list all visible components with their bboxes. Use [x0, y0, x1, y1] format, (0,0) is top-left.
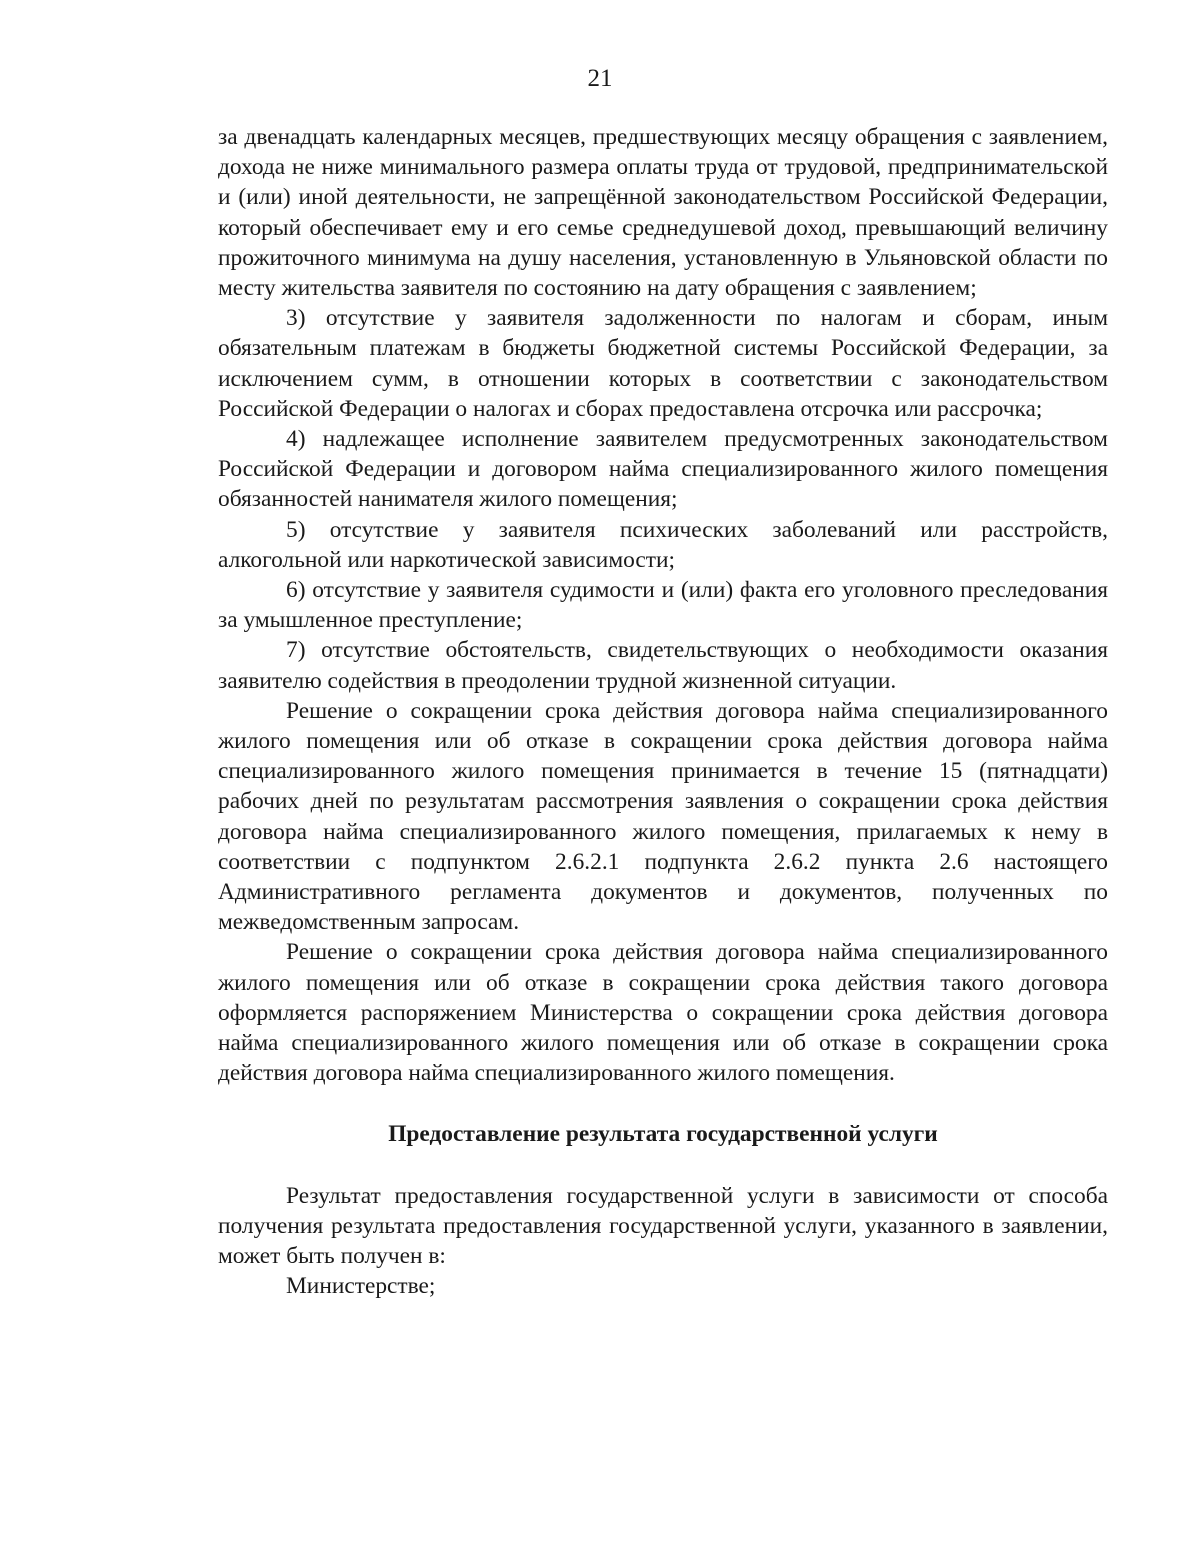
document-body [218, 122, 1108, 1302]
paragraph-item-6: 6) отсутствие у заявителя судимости и (или) факта его уголовного преследования за умышленное преступление; [218, 577, 1108, 634]
paragraph-item-5: 5) отсутствие у заявителя психических заболеваний или расстройств, алкогольной или наркотической зависимости; [218, 516, 1108, 573]
section-heading: Предоставление результата государственной услуги [388, 1120, 938, 1147]
page-number: 21 [587, 65, 613, 92]
paragraph-item-4: 4) надлежащее исполнение заявителем предусмотренных законодательством Российской Федерации и договором найма специализированного жилого помещения обязанностей нанимателя жилого помещения; [218, 426, 1108, 513]
paragraph-income-condition: за двенадцать календарных месяцев, предшествующих месяцу обращения с заявлением, дохода не ниже минимального размера оплаты труда от трудовой, предпринимательской и (или) иной деятельности, не запрещённой законодательством Российской Федерации, который обеспечивает ему и его семье среднедушевой доход, превышающий величину прожиточного минимума на душу населения, установленную в Ульяновской области по месту жительства заявителя по состоянию на дату обращения с заявлением; [218, 124, 1108, 302]
paragraph-decision-form: Решение о сокращении срока действия договора найма специализированного жилого помещения или об отказе в сокращении срока действия такого договора оформляется распоряжением Министерства о сокращении срока действия договора найма специализированного жилого помещения или об отказе в сокращении срока действия договора найма специализированного жилого помещения. [218, 939, 1108, 1087]
paragraph-result-delivery: Результат предоставления государственной услуги в зависимости от способа получения результата предоставления государственной услуги, указанного в заявлении, может быть получен в: [218, 1182, 1108, 1270]
paragraph-item-3: 3) отсутствие у заявителя задолженности по налогам и сборам, иным обязательным платежам в бюджеты бюджетной системы Российской Федерации, за исключением сумм, в отношении которых в соответствии с законодательством Российской Федерации о налогах и сборах предоставлена отсрочка или рассрочка; [218, 305, 1108, 422]
paragraph-item-7: 7) отсутствие обстоятельств, свидетельствующих о необходимости оказания заявителю содействия в преодолении трудной жизненной ситуации. [218, 637, 1108, 694]
paragraph-ministry: Министерстве; [286, 1273, 436, 1300]
paragraph-decision-timing: Решение о сокращении срока действия договора найма специализированного жилого помещения или об отказе в сокращении срока действия договора найма специализированного жилого помещения принимается в течение 15 (пятнадцати) рабочих дней по результатам рассмотрения заявления о сокращении срока действия договора найма специализированного жилого помещения, прилагаемых к нему в соответствии с подпунктом 2.6.2.1 подпункта 2.6.2 пункта 2.6 настоящего Административного регламента документов и документов, полученных по межведомственным запросам. [218, 697, 1108, 936]
